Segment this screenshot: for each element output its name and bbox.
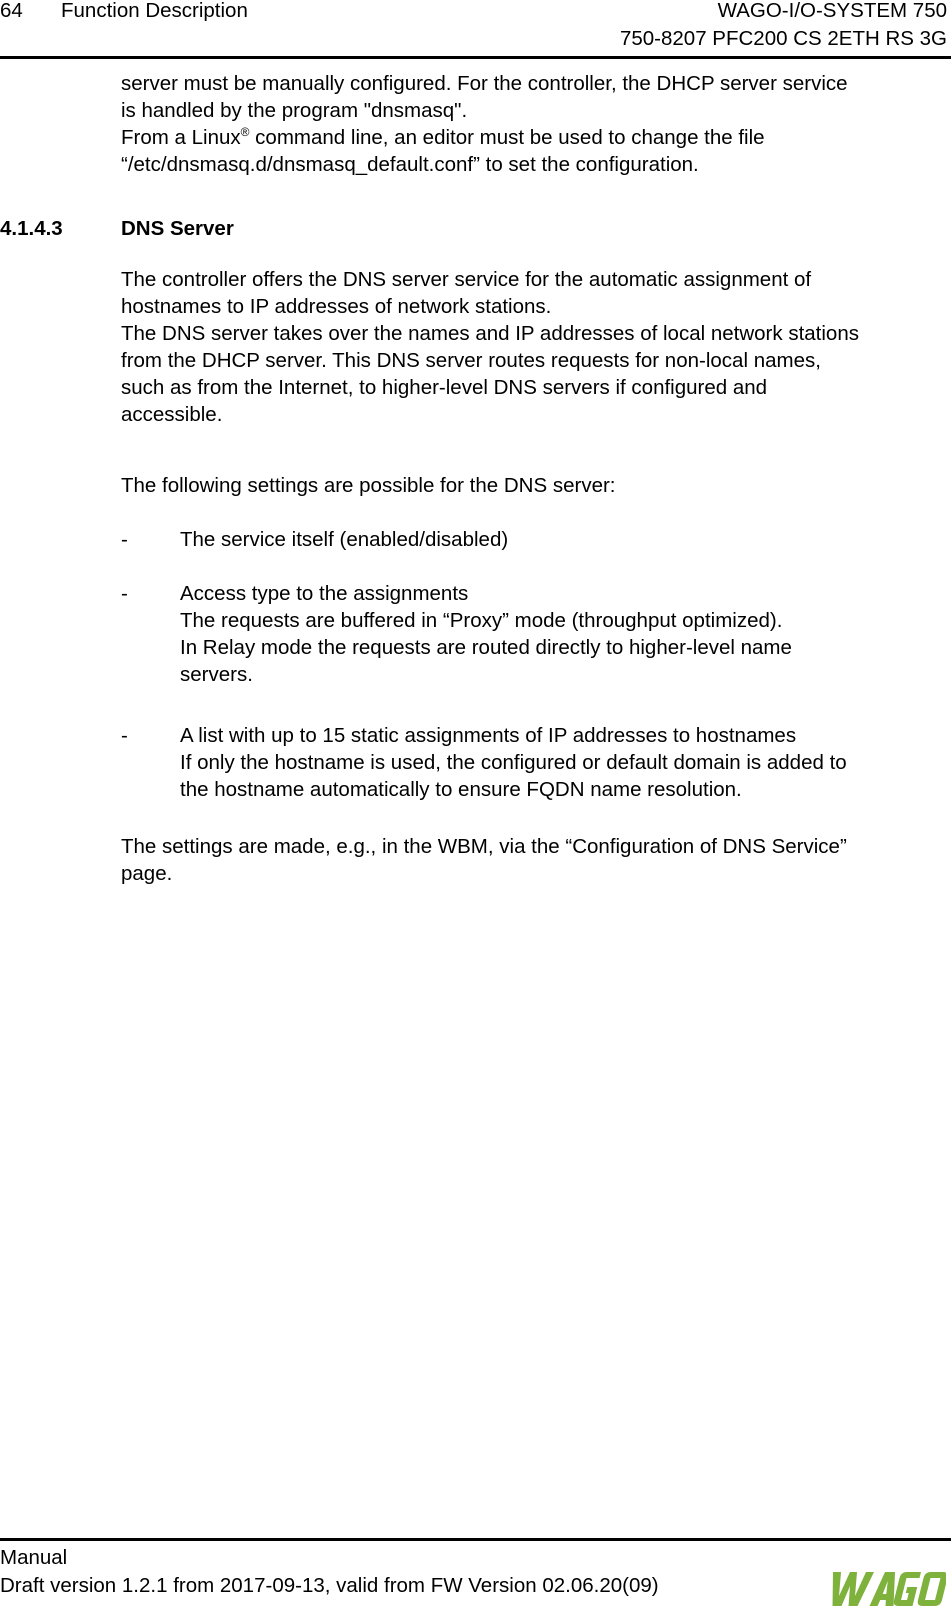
intro-line-1: server must be manually configured. For the controller, the DHCP server service	[121, 72, 848, 95]
section-number: 4.1.4.3	[0, 217, 63, 240]
paragraph-line: page.	[121, 862, 173, 885]
paragraph-line: such as from the Internet, to higher-level DNS servers if configured and	[121, 376, 768, 399]
paragraph-line: accessible.	[121, 403, 223, 426]
bullet-line: In Relay mode the requests are routed directly to higher-level name	[180, 636, 792, 659]
header-section-title: Function Description	[61, 0, 248, 22]
paragraph-line: hostnames to IP addresses of network stations.	[121, 295, 552, 318]
dns-description-paragraph	[121, 266, 951, 428]
intro-line-2: is handled by the program "dnsmasq".	[121, 99, 468, 122]
settings-location-paragraph	[121, 833, 951, 887]
registered-mark: ®	[240, 125, 250, 139]
paragraph-line: The following settings are possible for the DNS server:	[121, 474, 616, 497]
paragraph-line: The controller offers the DNS server service for the automatic assignment of	[121, 268, 812, 291]
footer-doc-type: Manual	[0, 1546, 68, 1569]
bullet-line: If only the hostname is used, the configured or default domain is added to	[180, 751, 847, 774]
page-number: 64	[0, 0, 23, 22]
bullet-line: the hostname automatically to ensure FQDN name resolution.	[180, 778, 742, 801]
intro-paragraph	[121, 70, 951, 178]
paragraph-line: from the DHCP server. This DNS server routes requests for non-local names,	[121, 349, 821, 372]
bullet-item-service	[180, 526, 950, 553]
intro-line-3-start: From a Linux	[121, 126, 241, 149]
header-divider	[0, 56, 951, 59]
bullet-dash: -	[121, 582, 128, 605]
intro-line-3	[121, 124, 951, 151]
footer-version: Draft version 1.2.1 from 2017-09-13, valid from FW Version 02.06.20(09)	[0, 1574, 659, 1597]
bullet-item-access-type	[180, 580, 950, 688]
bullet-line: A list with up to 15 static assignments of IP addresses to hostnames	[180, 724, 797, 747]
intro-line-3-end: command line, an editor must be used to change the file	[249, 126, 765, 149]
settings-intro-paragraph	[121, 472, 951, 499]
header-product-name: 750-8207 PFC200 CS 2ETH RS 3G	[619, 27, 947, 50]
footer-divider	[0, 1538, 951, 1541]
bullet-dash: -	[121, 528, 128, 551]
bullet-line: The service itself (enabled/disabled)	[180, 528, 509, 551]
paragraph-line: The DNS server takes over the names and IP addresses of local network stations	[121, 322, 859, 345]
bullet-line: Access type to the assignments	[180, 582, 469, 605]
bullet-dash: -	[121, 724, 128, 747]
bullet-item-static-list	[180, 722, 950, 803]
header-system-name: WAGO-I/O-SYSTEM 750	[717, 0, 947, 22]
bullet-line: servers.	[180, 663, 253, 686]
bullet-line: The requests are buffered in “Proxy” mode (throughput optimized).	[180, 609, 783, 632]
wago-logo	[826, 1568, 946, 1610]
paragraph-line: The settings are made, e.g., in the WBM, via the “Configuration of DNS Service”	[121, 835, 847, 858]
intro-line-4: “/etc/dnsmasq.d/dnsmasq_default.conf” to set the configuration.	[121, 153, 699, 176]
section-title: DNS Server	[121, 217, 234, 240]
